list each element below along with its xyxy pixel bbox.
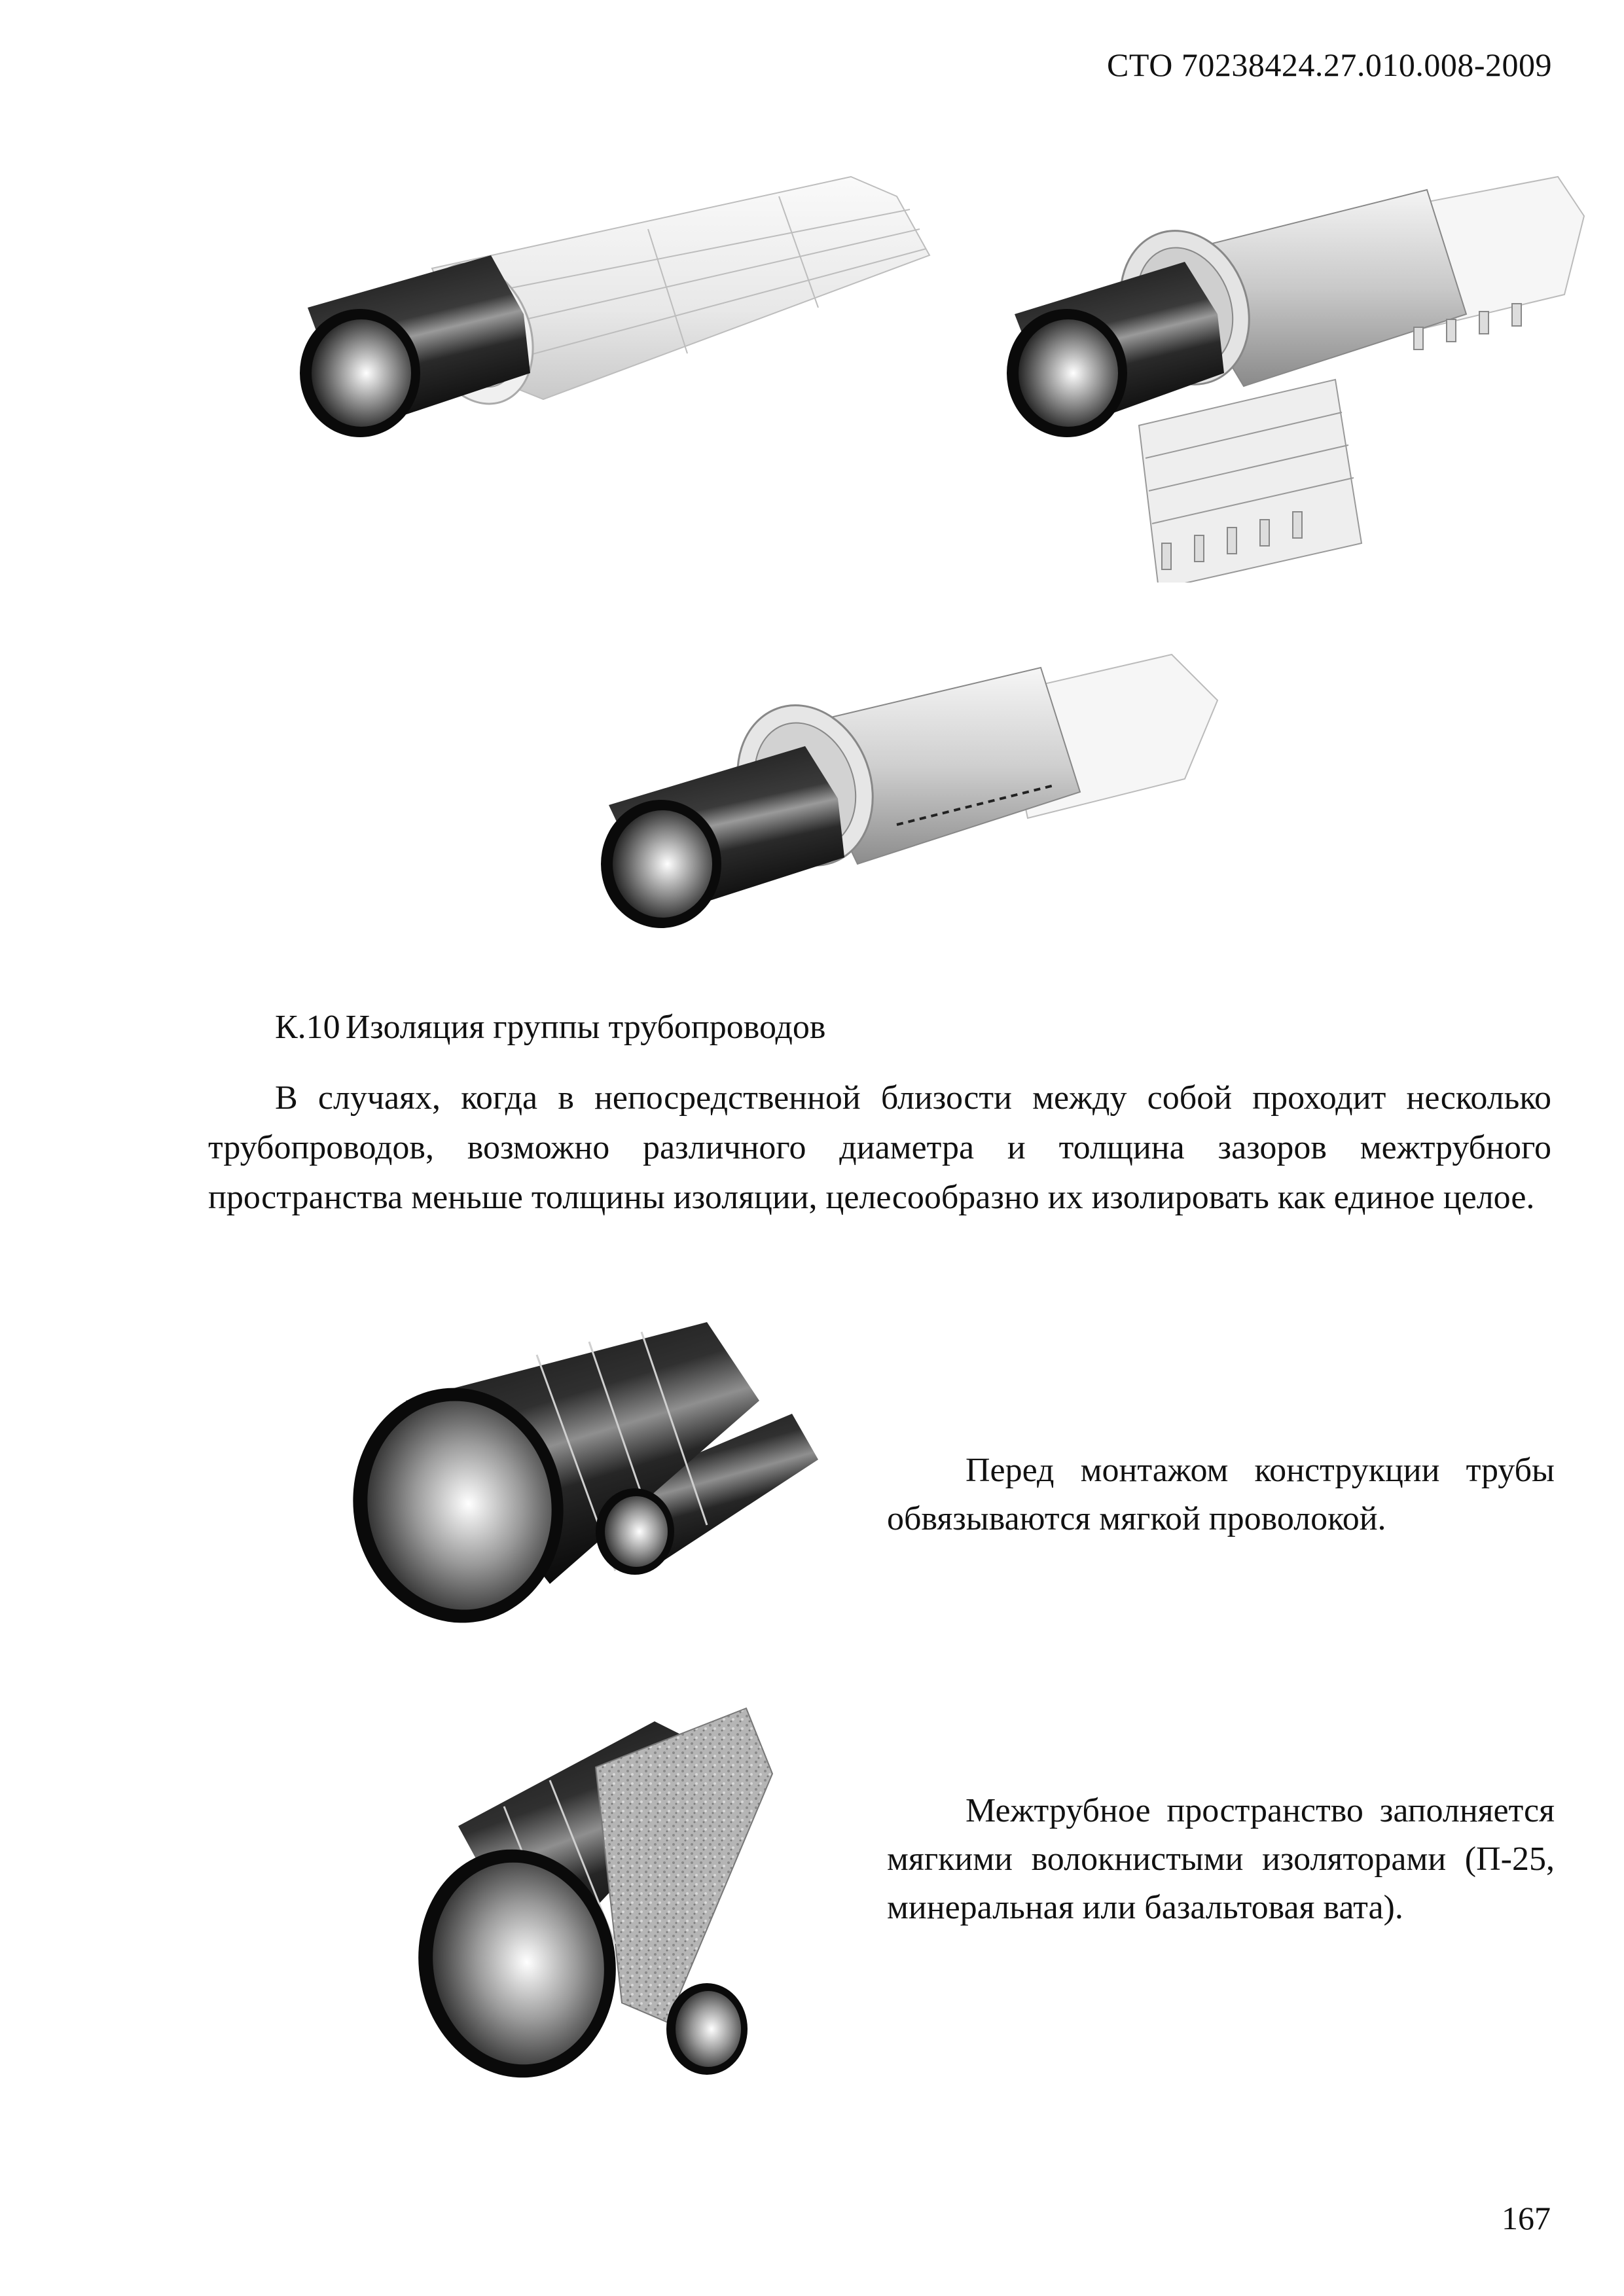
note-fill: Межтрубное пространство заполняется мягкими волокнистыми изоляторами (П-25, минеральная или базальтовая вата). bbox=[887, 1792, 1555, 1926]
body-paragraph: В случаях, когда в непосредственной близости между собой проходит несколько трубопроводов, возможно различного диаметра и толщина зазоров межтрубного пространства меньше толщины изоляции, целесообразно их изолировать как единое целое. bbox=[208, 1079, 1551, 1216]
pipes-bundled-icon bbox=[340, 1309, 838, 1702]
pipes-filled-insulation-icon bbox=[406, 1695, 851, 2127]
page-number: 167 bbox=[1502, 2200, 1551, 2236]
section-title: Изоляция группы трубопроводов bbox=[345, 1009, 826, 1046]
doc-code: СТО 70238424.27.010.008-2009 bbox=[1107, 46, 1552, 83]
pipe-cladding-assembled-icon bbox=[596, 628, 1237, 969]
insulated-pipe-icon bbox=[281, 157, 962, 471]
section-number: К.10 bbox=[275, 1009, 340, 1046]
pipe-with-cladding-icon bbox=[995, 164, 1597, 583]
section-heading bbox=[275, 1008, 825, 1047]
note-bundling: Перед монтажом конструкции трубы обвязываются мягкой проволокой. bbox=[887, 1452, 1555, 1537]
